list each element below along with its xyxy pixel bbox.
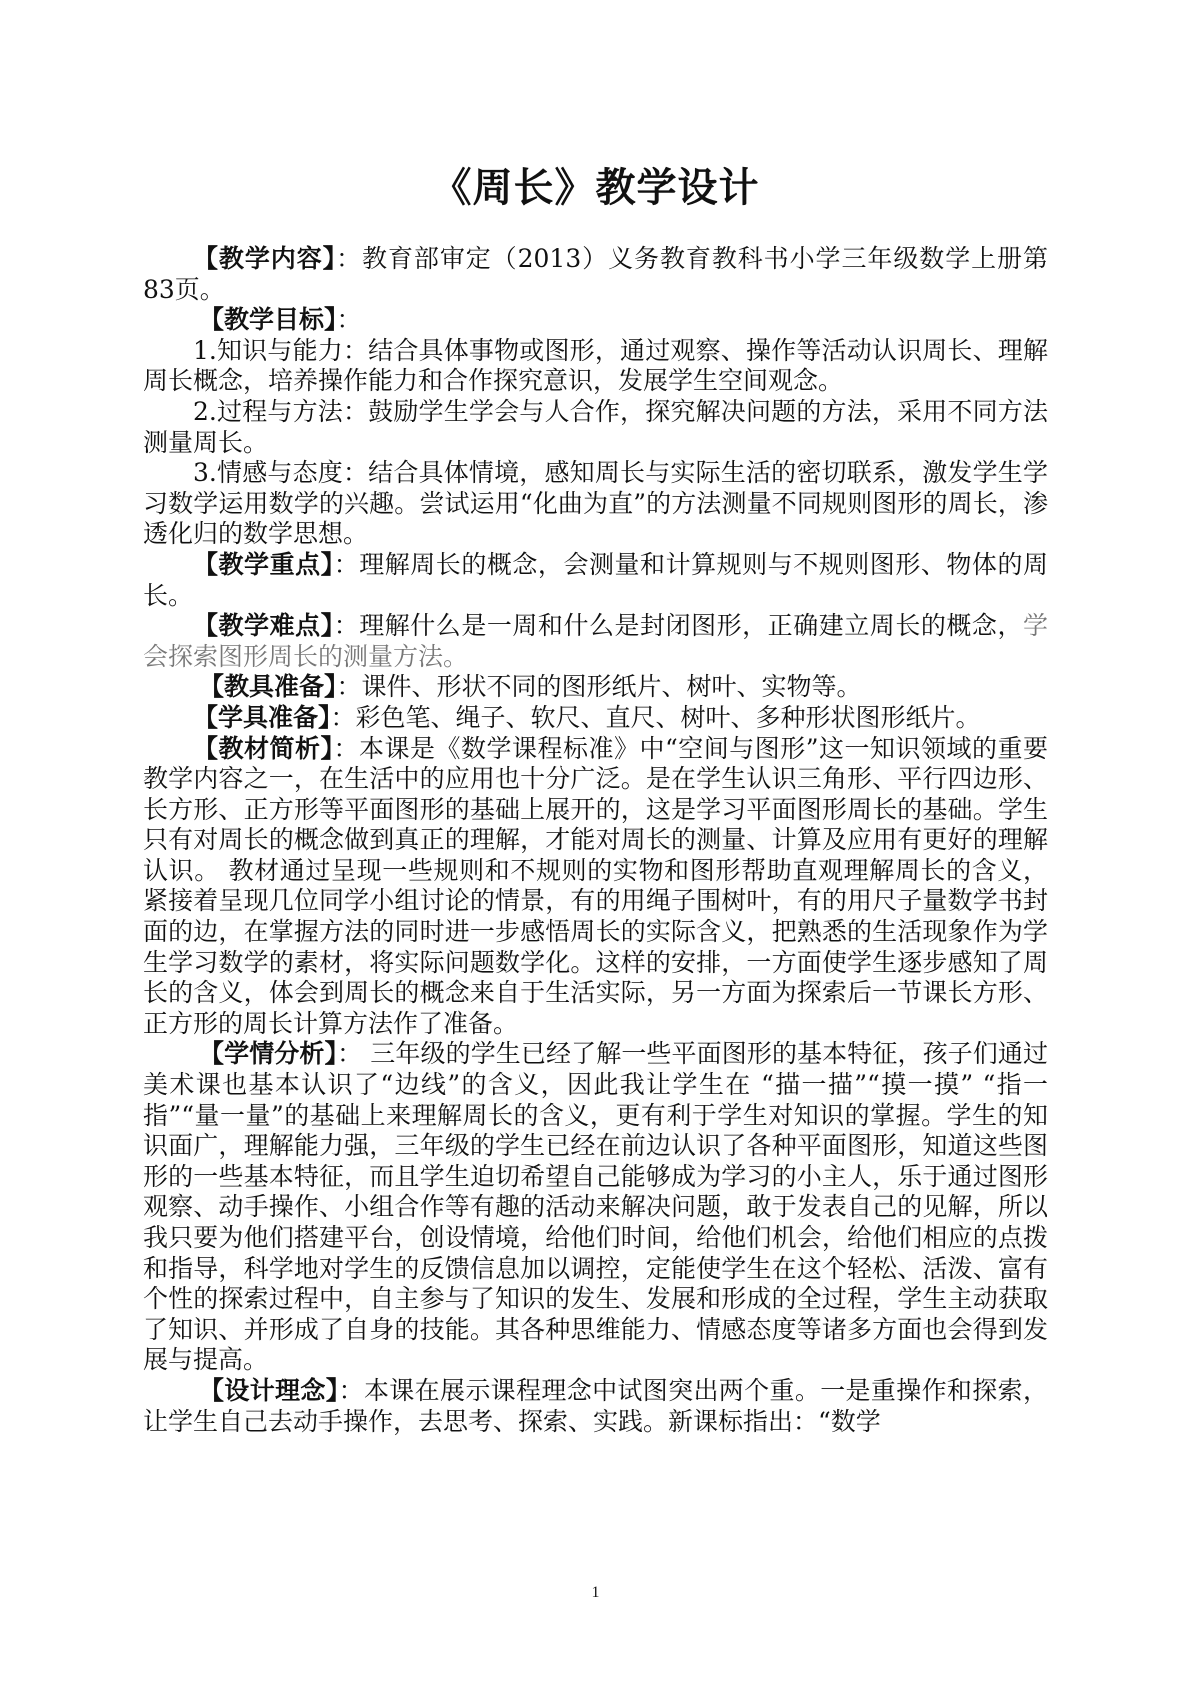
section-text: ：理解什么是一周和什么是封闭图形，正确建立周长的概念， (333, 611, 1023, 641)
goal-item: 2.过程与方法：鼓励学生学会与人合作，探究解决问题的方法，采用不同方法测量周长。 (143, 396, 1048, 457)
section-label: 【学情分析】 (199, 1039, 338, 1069)
section-label: 【教具准备】 (199, 672, 337, 702)
document-title: 《周长》教学设计 (431, 165, 760, 211)
document-body (143, 244, 1048, 1437)
section-teaching-content (143, 244, 1048, 305)
section-material-analysis (143, 734, 1048, 1040)
section-key-points (143, 550, 1048, 611)
section-label: 【教学难点】 (193, 611, 334, 641)
section-label: 【学具准备】 (193, 702, 331, 732)
section-text: ：本课是《数学课程标准》中“空间与图形”这一知识领域的重要教学内容之一，在生活中的应用也十分广泛。是在学生认识三角形、平行四边形、长方形、正方形等平面图形的基础上展开的，这是学习平面图形周长的基础。学生只有对周长的概念做到真正的理解，才能对周长的测量、计算及应用有更好的理解认识。 教材通过呈现一些规则和不规则的实物和图形帮助直观理解周长的含义，紧接着呈现几位同学小组讨论的情景，有的用绳子围树叶，有的用尺子量数学书封面的边，在掌握方法的同时进一步感悟周长的实际含义，把熟悉的生活现象作为学生学习数学的素材，将实际问题数学化。这样的安排，一方面使学生逐步感知了周长的含义，体会到周长的概念来自于生活实际，另一方面为探索后一节课长方形、正方形的周长计算方法作了准备。 (143, 733, 1048, 1038)
section-label: 【教学目标】 (199, 305, 337, 335)
section-text: ：理解周长的概念，会测量和计算规则与不规则图形、物体的周长。 (143, 549, 1048, 610)
goal-item: 1.知识与能力：结合具体事物或图形，通过观察、操作等活动认识周长、理解周长概念，培养操作能力和合作探究意识，发展学生空间观念。 (143, 335, 1048, 396)
section-design-concept (143, 1376, 1048, 1437)
section-text: ： 三年级的学生已经了解一些平面图形的基本特征，孩子们通过美术课也基本认识了“边线”的含义，因此我让学生在 “描一描”“摸一摸” “指一指”“量一量”的基础上来理解周长的含义，更有利于学生对知识的掌握。学生的知识面广，理解能力强，三年级的学生已经在前边认识了各种平面图形，知道这些图形的一些基本特征，而且学生迫切希望自己能够成为学习的小主人，乐于通过图形观察、动手操作、小组合作等有趣的活动来解决问题，敢于发表自己的见解，所以我只要为他们搭建平台，创设情境，给他们时间，给他们机会，给他们相应的点拨和指导，科学地对学生的反馈信息加以调控，定能使学生在这个轻松、活泼、富有个性的探索过程中，自主参与了知识的发生、发展和形成的全过程，学生主动获取了知识、并形成了自身的技能。其各种思维能力、情感态度等诸多方面也会得到发展与提高。 (143, 1039, 1048, 1375)
section-text: ：本课在展示课程理念中试图突出两个重。一是重操作和探索，让学生自己去动手操作，去思考、探索、实践。新课标指出：“数学 (143, 1375, 1048, 1436)
section-label: 【设计理念】 (199, 1375, 339, 1405)
section-learner-analysis (143, 1039, 1048, 1376)
section-teacher-tools (143, 672, 1048, 703)
section-student-tools (143, 703, 1048, 734)
section-teaching-goals (143, 305, 1048, 336)
section-label: 【教学内容】 (193, 244, 337, 273)
section-label: 【教学重点】 (193, 549, 334, 579)
section-text: ：教育部审定（2013）义务教育教科书小学三年级数学上册第83页。 (143, 244, 1048, 304)
section-text: ： (336, 305, 362, 335)
section-text-faded: 学会探索图形周长的测量方法。 (143, 611, 1048, 671)
section-label: 【教材简析】 (193, 733, 334, 763)
goal-item: 3.情感与态度：结合具体情境，感知周长与实际生活的密切联系，激发学生学习数学运用数学的兴趣。尝试运用“化曲为直”的方法测量不同规则图形的周长，渗透化归的数学思想。 (143, 458, 1048, 549)
section-text: ：彩色笔、绳子、软尺、直尺、树叶、多种形状图形纸片。 (330, 702, 981, 732)
section-text: ：课件、形状不同的图形纸片、树叶、实物等。 (336, 672, 862, 702)
page-number: 1 (591, 1584, 600, 1601)
section-difficulties (143, 611, 1048, 672)
